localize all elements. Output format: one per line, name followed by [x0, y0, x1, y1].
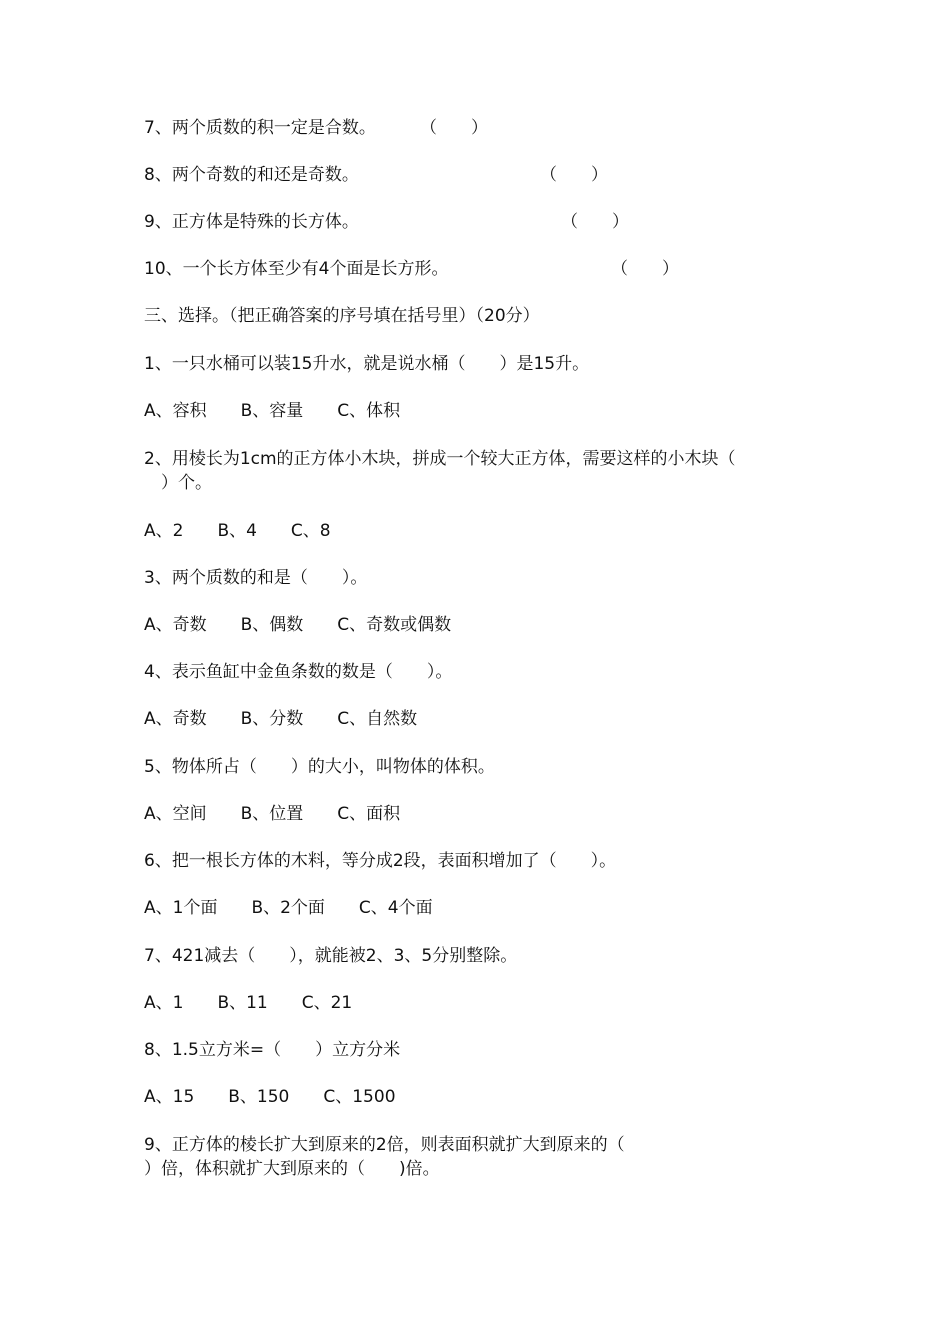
judgment-q7: 7、两个质数的积一定是合数。	[144, 118, 376, 138]
choice-options-5: A、空间 B、位置 C、面积	[144, 804, 401, 824]
choice-question-8: 8、1.5立方米=（ ）立方分米	[144, 1040, 401, 1060]
choice-question-5: 5、物体所占（ ）的大小，叫物体的体积。	[144, 757, 495, 777]
judgment-q10: 10、一个长方体至少有4个面是长方形。	[144, 259, 449, 279]
choice-options-3: A、奇数 B、偶数 C、奇数或偶数	[144, 615, 452, 635]
answer-bracket-q10: （ ）	[611, 259, 679, 279]
answer-bracket-q9: （ ）	[561, 212, 629, 232]
choice-question-9-cont: ）倍，体积就扩大到原来的（ )倍。	[144, 1159, 440, 1179]
choice-options-8: A、15 B、150 C、1500	[144, 1087, 396, 1107]
answer-bracket-q8: （ ）	[540, 165, 608, 185]
choice-question-7: 7、421减去（ ），就能被2、3、5分别整除。	[144, 946, 518, 966]
choice-options-4: A、奇数 B、分数 C、自然数	[144, 709, 418, 729]
choice-question-2-cont: ）个。	[144, 473, 212, 493]
judgment-q9: 9、正方体是特殊的长方体。	[144, 212, 359, 232]
choice-question-6: 6、把一根长方体的木料，等分成2段，表面积增加了（ ）。	[144, 851, 617, 871]
choice-question-2: 2、用棱长为1cm的正方体小木块，拼成一个较大正方体，需要这样的小木块（	[144, 449, 736, 469]
choice-options-2: A、2 B、4 C、8	[144, 521, 331, 541]
choice-options-6: A、1个面 B、2个面 C、4个面	[144, 898, 433, 918]
section-heading: 三、选择。（把正确答案的序号填在括号里）（20分）	[144, 306, 540, 326]
choice-options-1: A、容积 B、容量 C、体积	[144, 401, 401, 421]
choice-question-4: 4、表示鱼缸中金鱼条数的数是（ ）。	[144, 662, 453, 682]
choice-question-9: 9、正方体的棱长扩大到原来的2倍，则表面积就扩大到原来的（	[144, 1135, 625, 1155]
judgment-q8: 8、两个奇数的和还是奇数。	[144, 165, 359, 185]
answer-bracket-q7: （ ）	[420, 118, 488, 138]
choice-question-3: 3、两个质数的和是（ ）。	[144, 568, 368, 588]
choice-options-7: A、1 B、11 C、21	[144, 993, 353, 1013]
choice-question-1: 1、一只水桶可以装15升水，就是说水桶（ ）是15升。	[144, 354, 590, 374]
